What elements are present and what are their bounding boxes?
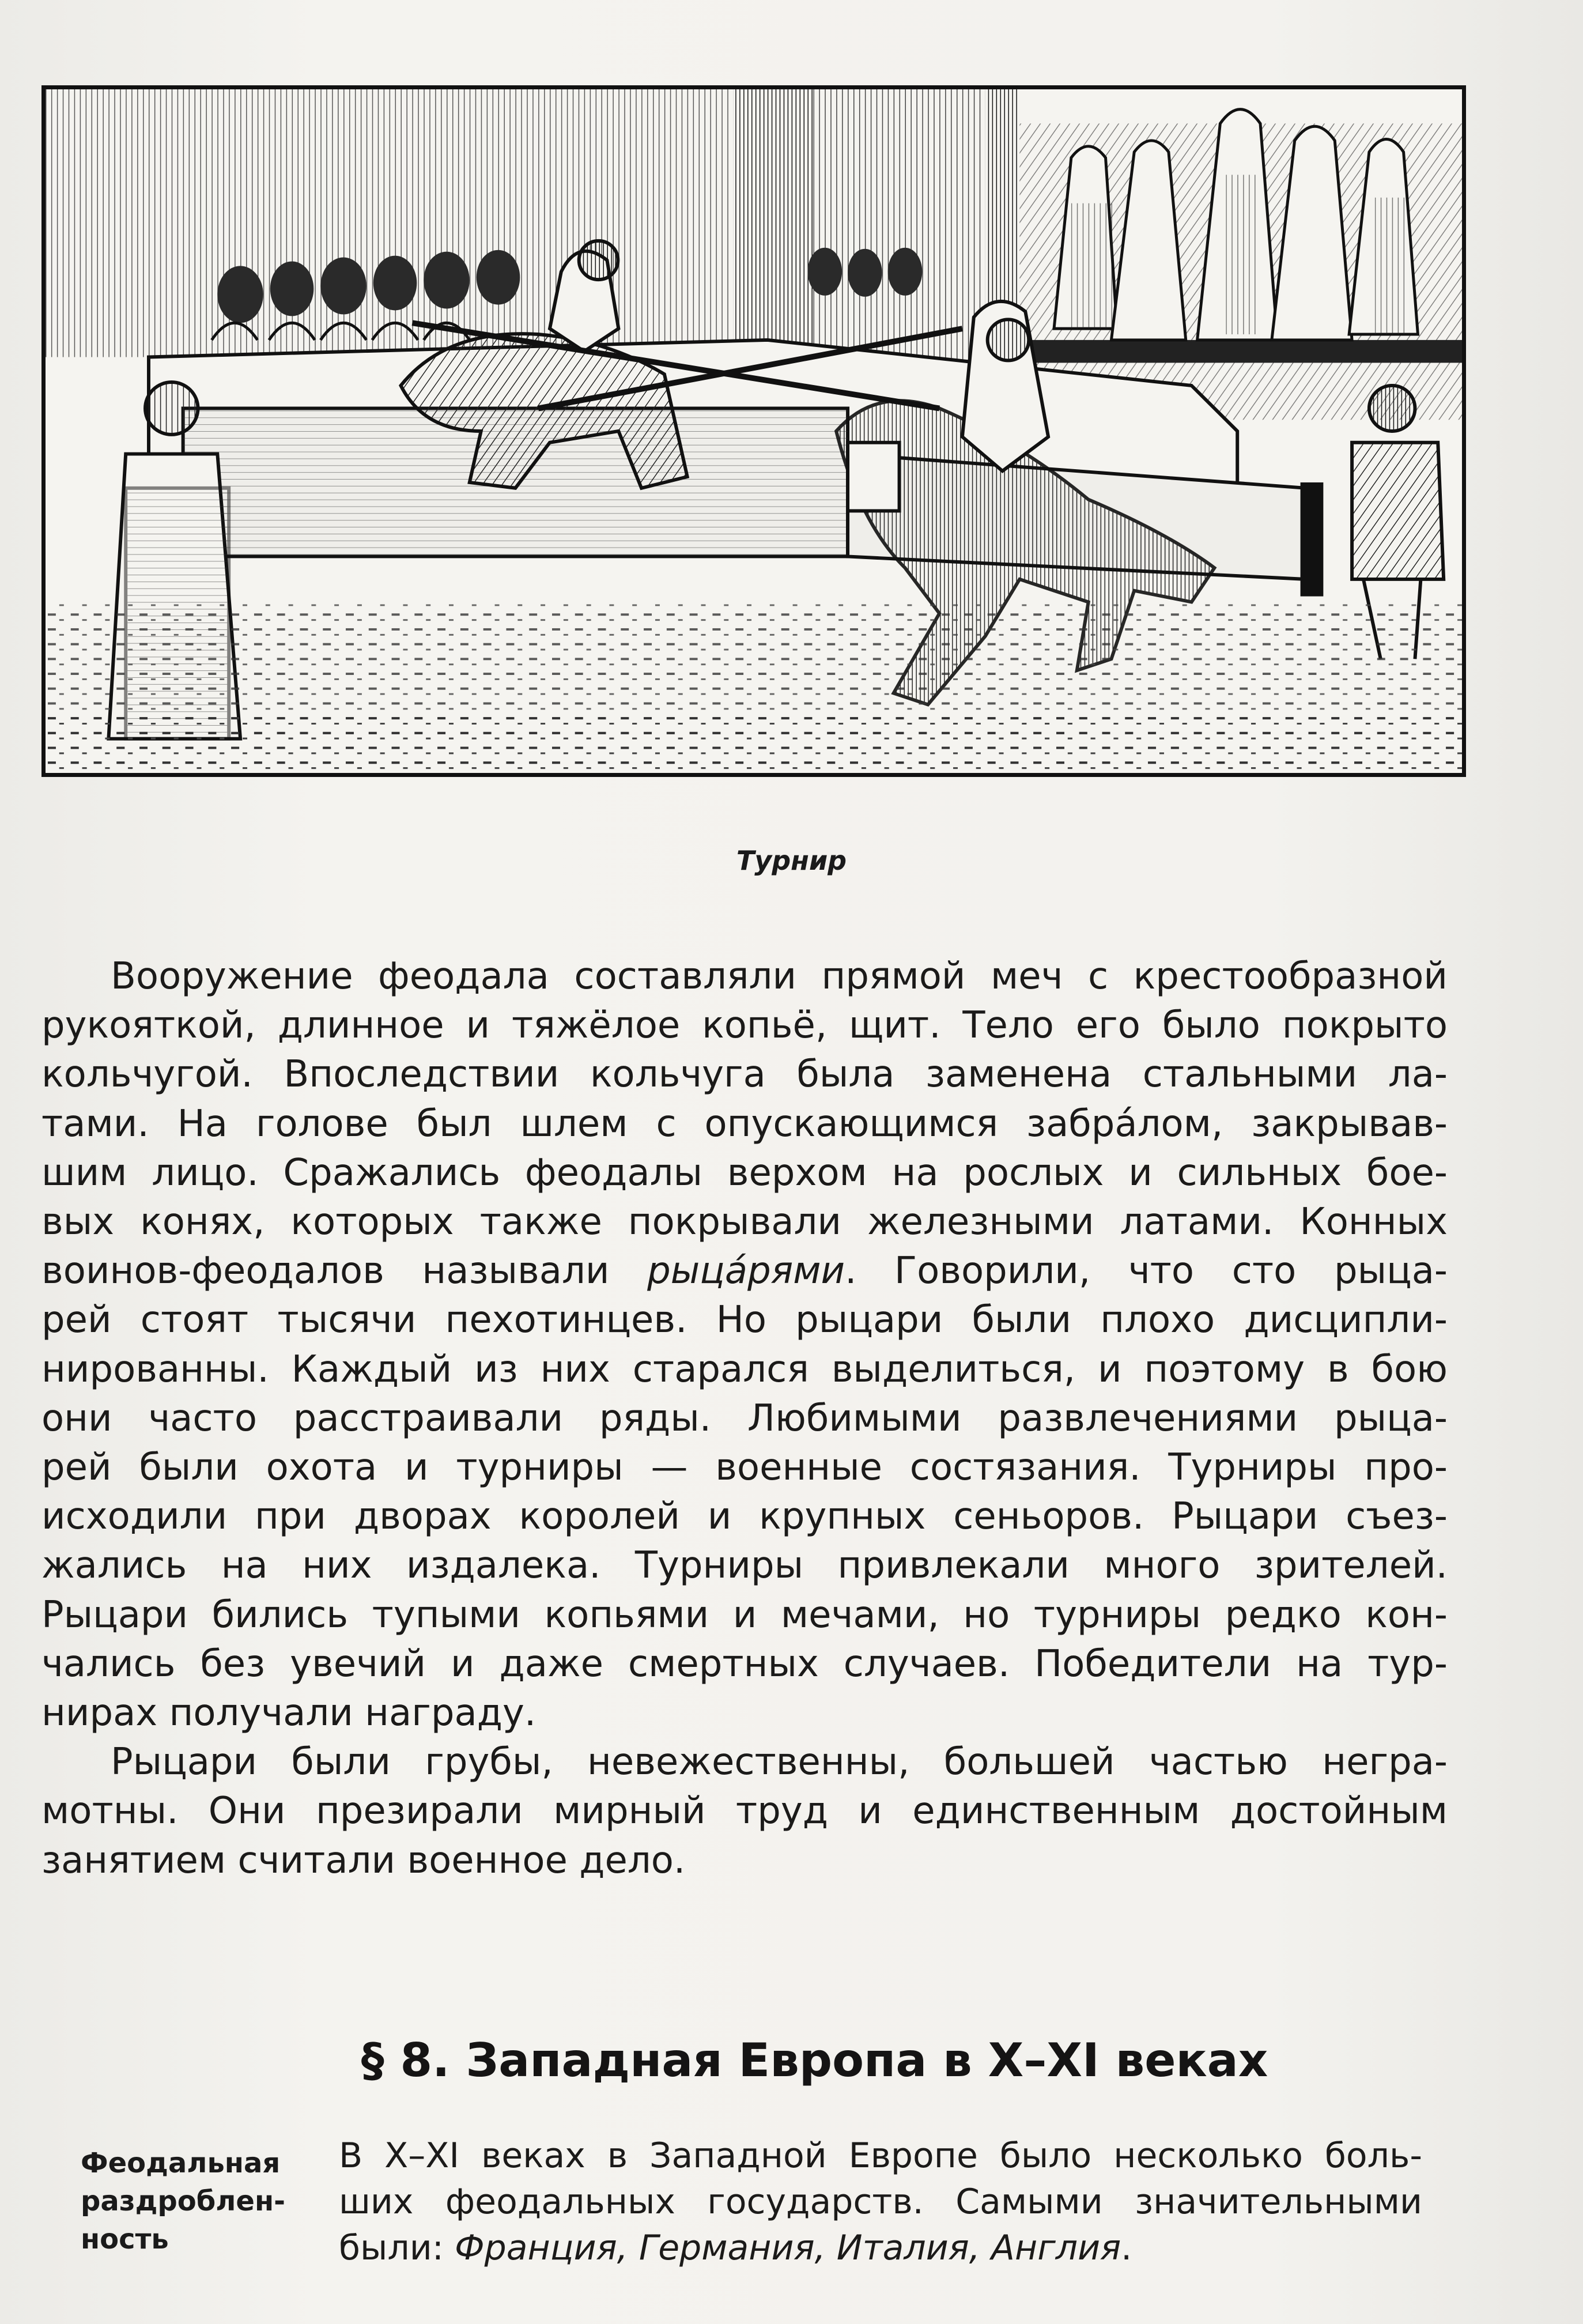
text-line: Рыцари бились тупыми копьями и мечами, но турниры редко кон- [41, 1593, 1448, 1636]
text-line: чались без увечий и даже смертных случаев. Победители на тур- [41, 1642, 1448, 1685]
section-heading: § 8. Западная Европа в X–XI веках [361, 2033, 1268, 2087]
body-text [41, 952, 1448, 1885]
text-line: жались на них издалека. Турниры привлекали много зрителей. [41, 1544, 1448, 1587]
text-line: шим лицо. Сражались феодалы верхом на рослых и сильных бое- [41, 1151, 1448, 1194]
text-line: ших феодальных государств. Самыми значительными [339, 2182, 1422, 2222]
illustration-caption: Турнир [736, 845, 847, 876]
tournament-illustration [41, 85, 1466, 777]
side-label-line: Феодальная [81, 2147, 281, 2179]
text-line: исходили при дворах королей и крупных сеньоров. Рыцари съез- [41, 1495, 1448, 1538]
text-segment: были: [339, 2228, 455, 2268]
text-line: мотны. Они презирали мирный труд и единственным достойным [41, 1790, 1448, 1833]
paragraph-1 [41, 952, 1448, 1738]
text-line [41, 1247, 1448, 1296]
text-segment: . [1121, 2228, 1132, 2268]
text-line: нирах получали награду. [41, 1692, 537, 1735]
side-label-line: раздроблен- [81, 2185, 286, 2217]
text-line [339, 2225, 1422, 2271]
country-list: Франция, Германия, Италия, Англия [455, 2228, 1121, 2268]
text-line: вых конях, которых также покрывали железными латами. Конных [41, 1201, 1448, 1244]
text-segment: . Говорили, что сто рыца- [845, 1250, 1448, 1293]
text-line: рукояткой, длинное и тяжёлое копьё, щит. Тело его было покрыто [41, 1004, 1448, 1047]
text-segment: воинов-феодалов называли [41, 1250, 648, 1293]
side-label-line: ность [81, 2223, 169, 2255]
text-line: Рыцари были грубы, невежественны, большей частью негра- [111, 1741, 1448, 1784]
text-line: тами. На голове был шлем с опускающимся забрáлом, закрывав- [41, 1102, 1448, 1145]
text-line: рей были охота и турниры — военные состязания. Турниры про- [41, 1446, 1448, 1489]
term-knights: рыцáрями [647, 1250, 845, 1293]
paragraph-2 [41, 1738, 1448, 1885]
text-line: кольчугой. Впоследствии кольчуга была заменена стальными ла- [41, 1053, 1448, 1096]
section-text [339, 2133, 1422, 2271]
text-line: В X–XI веках в Западной Европе было несколько боль- [339, 2136, 1422, 2176]
text-line: они часто расстраивали ряды. Любимыми развлечениями рыца- [41, 1397, 1448, 1440]
text-line: рей стоят тысячи пехотинцев. Но рыцари были плохо дисципли- [41, 1299, 1448, 1342]
engraving-image [46, 89, 1462, 773]
side-label [81, 2144, 311, 2258]
text-line: Вооружение феодала составляли прямой меч с крестообразной [111, 955, 1448, 998]
text-line: нированны. Каждый из них старался выделиться, и поэтому в бою [41, 1348, 1448, 1391]
text-line: занятием считали военное дело. [41, 1839, 686, 1882]
